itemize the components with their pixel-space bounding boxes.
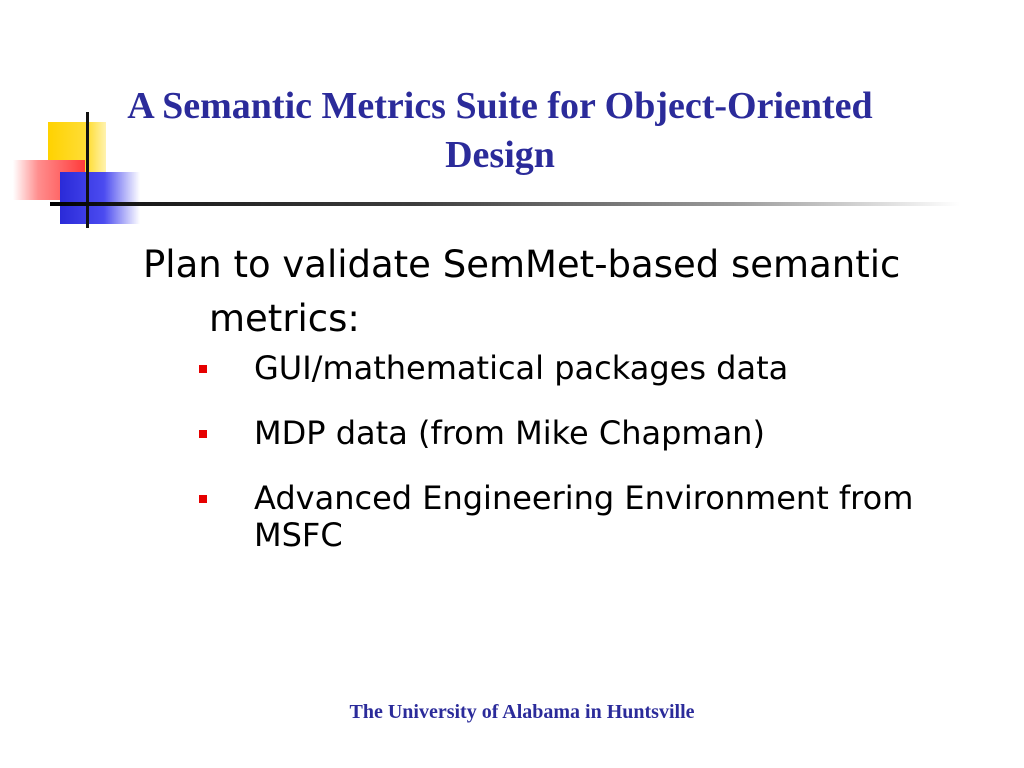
bullet-text: GUI/mathematical packages data — [254, 349, 789, 387]
bullet-list — [143, 350, 973, 554]
bullet-square-icon — [199, 430, 207, 438]
slide-title: A Semantic Metrics Suite for Object-Oriented Design — [127, 85, 873, 176]
bullet-square-icon — [199, 365, 207, 373]
intro-text: Plan to validate SemMet-based semantic metrics: — [143, 243, 901, 340]
bullet-text: Advanced Engineering Environment from MSFC — [254, 479, 914, 554]
bullet-item — [143, 415, 973, 452]
footer-text: The University of Alabama in Huntsville — [349, 701, 695, 723]
horizontal-rule-line — [50, 202, 960, 206]
slide-body — [143, 238, 973, 582]
bullet-item — [143, 480, 973, 554]
bullet-square-icon — [199, 495, 207, 503]
vertical-rule-line — [86, 112, 89, 228]
bullet-item — [143, 350, 973, 387]
bullet-text: MDP data (from Mike Chapman) — [254, 414, 765, 452]
